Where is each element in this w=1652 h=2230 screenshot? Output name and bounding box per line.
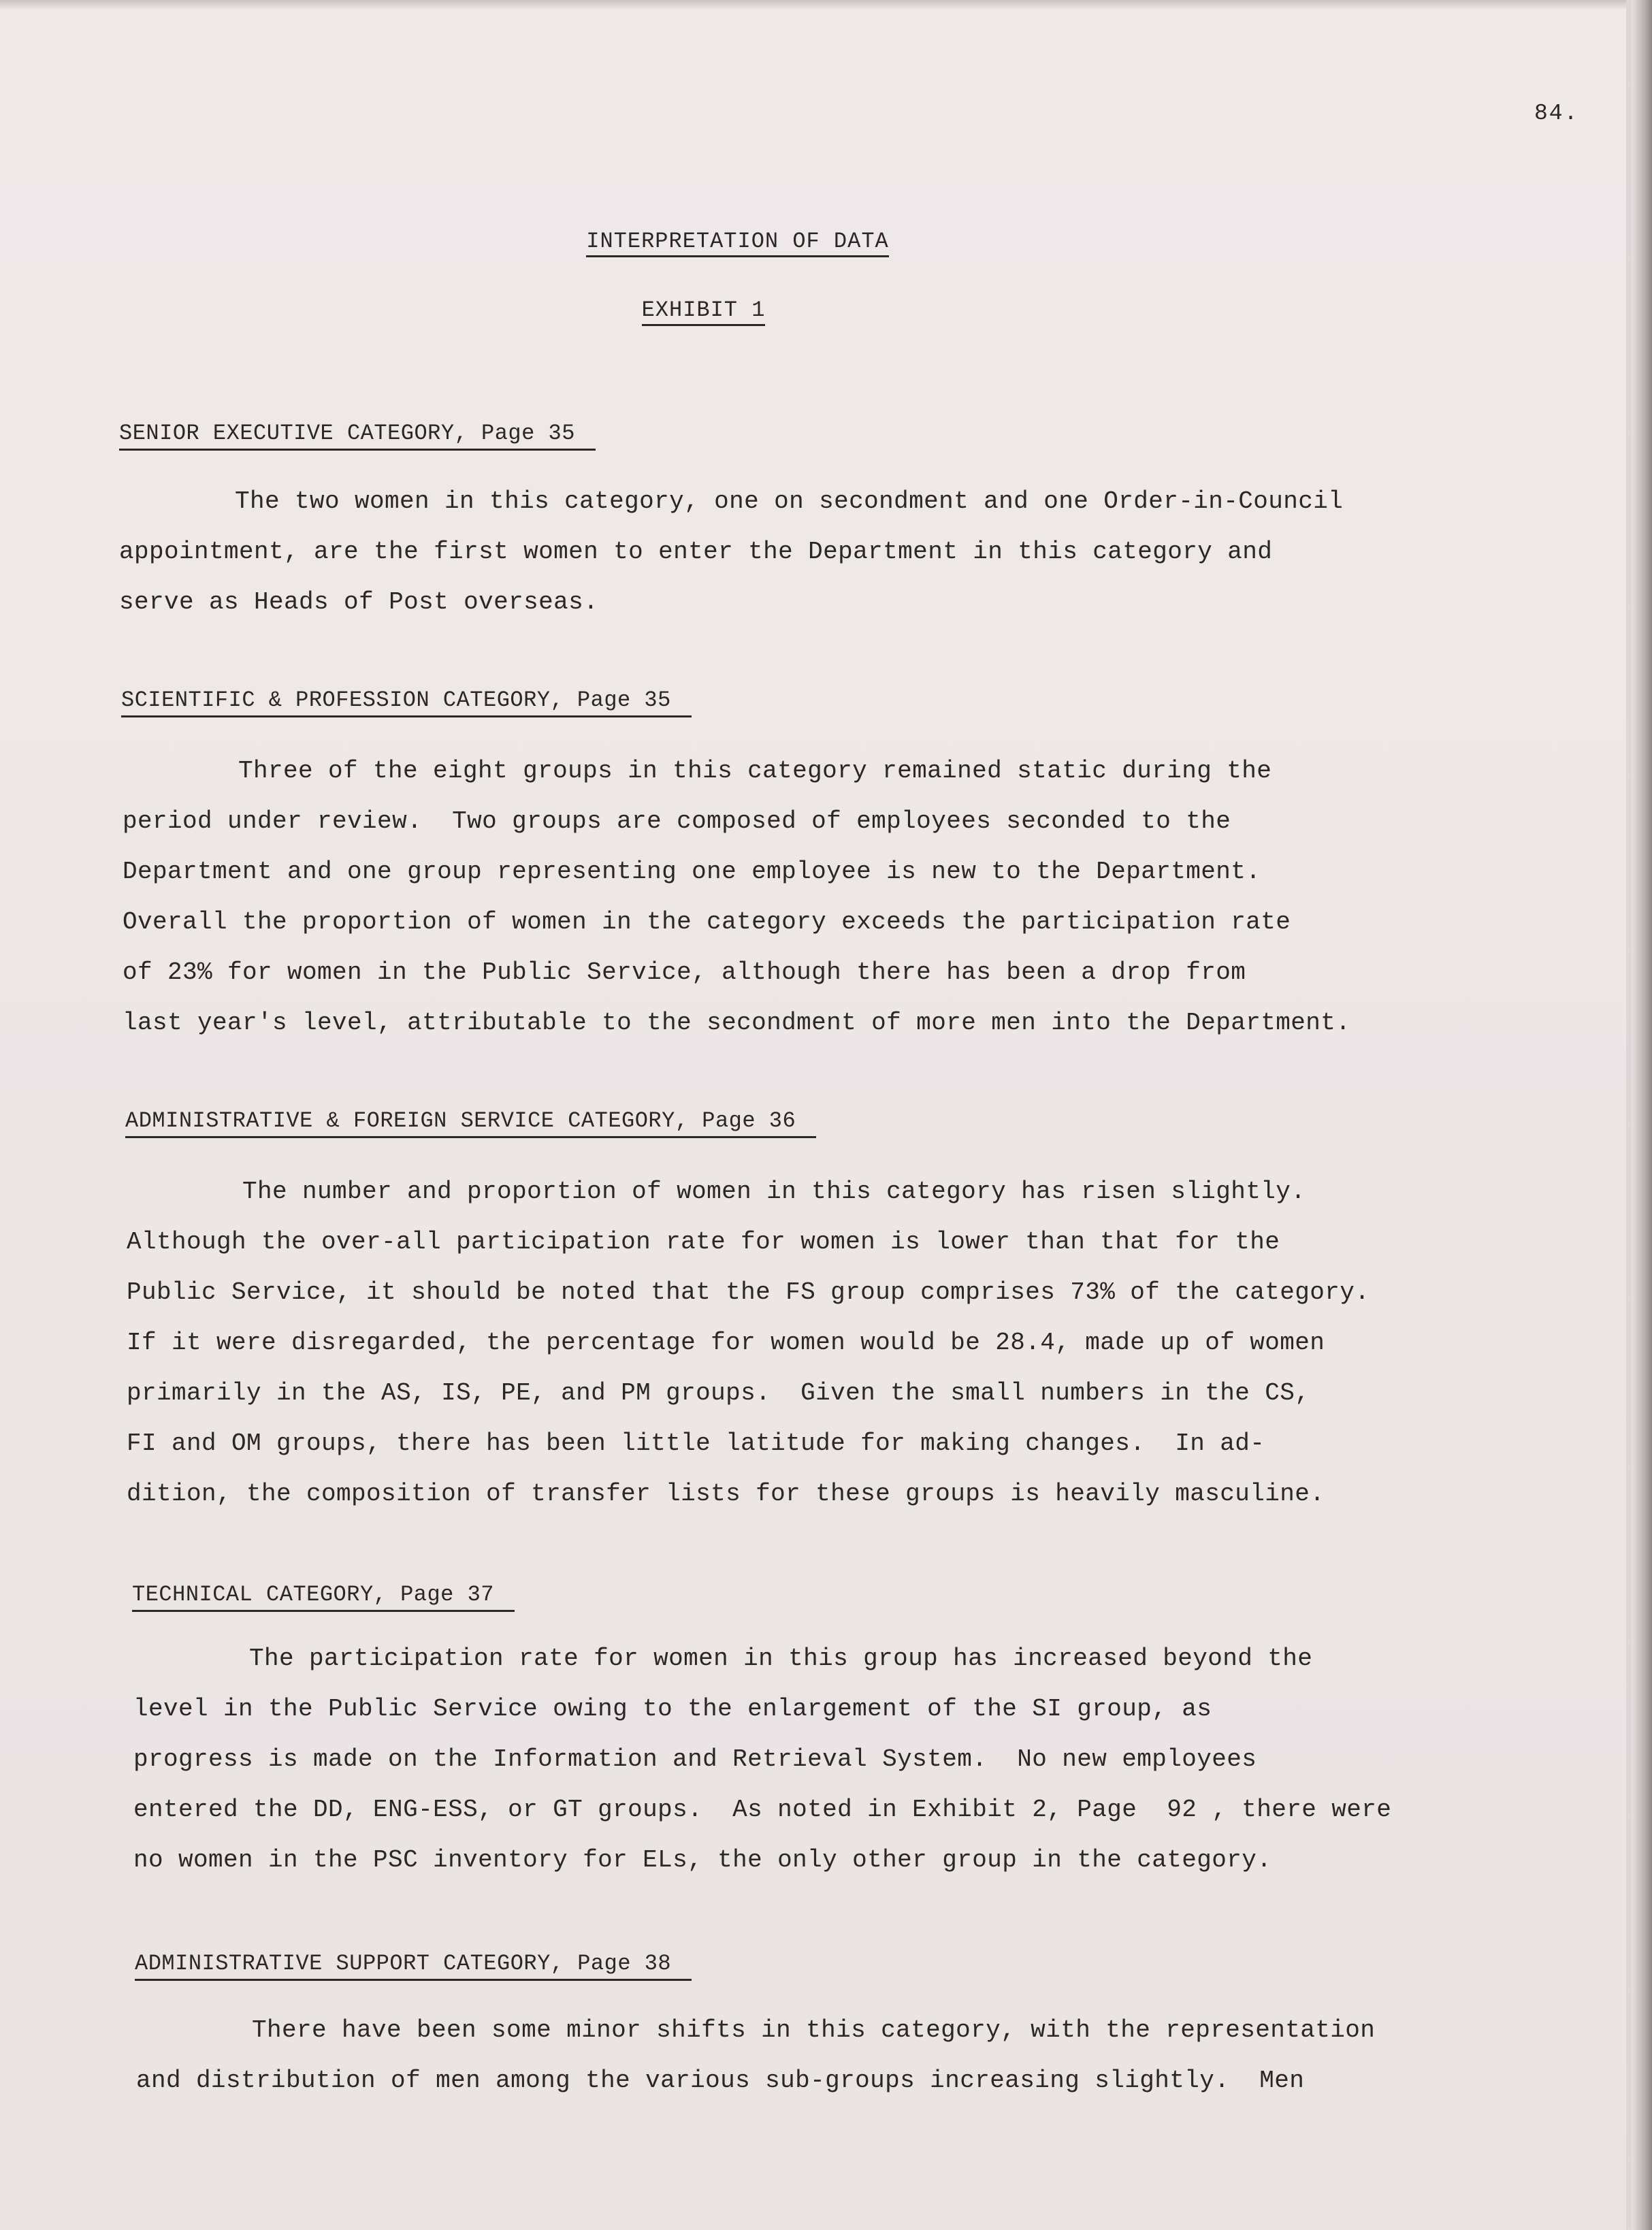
page-title <box>0 229 1564 254</box>
section-heading-administrative-foreign-service: ADMINISTRATIVE & FOREIGN SERVICE CATEGORY, Page 36 <box>125 1108 816 1138</box>
page-subtitle <box>0 297 1529 323</box>
paragraph-line: serve as Heads of Post overseas. <box>119 588 599 616</box>
paragraph-line: Overall the proportion of women in the category exceeds the participation rate <box>123 908 1291 936</box>
paragraph-line: The two women in this category, one on secondment and one Order-in-Council <box>235 487 1344 515</box>
section-body-technical <box>133 1634 1391 1886</box>
paragraph-line: progress is made on the Information and Retrieval System. No new employees <box>133 1745 1257 1773</box>
paragraph-line: Although the over-all participation rate for women is lower than that for the <box>127 1228 1280 1256</box>
page-top-edge <box>0 0 1652 10</box>
section-body-administrative-foreign-service <box>127 1167 1370 1519</box>
paragraph-line: period under review. Two groups are composed of employees seconded to the <box>123 807 1231 835</box>
section-body-scientific-profession <box>123 746 1350 1048</box>
paragraph-line: level in the Public Service owing to the enlargement of the SI group, as <box>133 1695 1212 1723</box>
section-heading-senior-executive: SENIOR EXECUTIVE CATEGORY, Page 35 <box>119 421 596 451</box>
paragraph-line: Department and one group representing one employee is new to the Department. <box>123 858 1261 886</box>
paragraph-line: no women in the PSC inventory for ELs, the only other group in the category. <box>133 1846 1272 1874</box>
paragraph-line: entered the DD, ENG-ESS, or GT groups. As noted in Exhibit 2, Page 92 , there were <box>133 1796 1392 1824</box>
page-title-text: INTERPRETATION OF DATA <box>586 229 888 257</box>
paragraph-line: of 23% for women in the Public Service, although there has been a drop from <box>123 958 1246 986</box>
paragraph-line: There have been some minor shifts in this category, with the representation <box>252 2016 1376 2044</box>
paragraph-line: FI and OM groups, there has been little latitude for making changes. In ad- <box>127 1429 1265 1457</box>
paragraph-line: Three of the eight groups in this category remained static during the <box>238 757 1272 785</box>
paragraph-line: If it were disregarded, the percentage for women would be 28.4, made up of women <box>127 1329 1325 1357</box>
paragraph-line: and distribution of men among the various sub-groups increasing slightly. Men <box>136 2067 1305 2095</box>
page-subtitle-text: EXHIBIT 1 <box>642 297 766 326</box>
paragraph-line: dition, the composition of transfer lists for these groups is heavily masculine. <box>127 1480 1325 1508</box>
page-number: 84. <box>1534 101 1579 126</box>
section-heading-scientific-profession: SCIENTIFIC & PROFESSION CATEGORY, Page 35 <box>121 688 692 717</box>
paragraph-line: Public Service, it should be noted that the FS group comprises 73% of the category. <box>127 1278 1370 1306</box>
page-right-shadow <box>1626 0 1632 2230</box>
paragraph-line: The participation rate for women in this group has increased beyond the <box>249 1645 1313 1672</box>
paragraph-line: The number and proportion of women in this category has risen slightly. <box>242 1178 1306 1206</box>
paragraph-line: primarily in the AS, IS, PE, and PM groups. Given the small numbers in the CS, <box>127 1379 1310 1407</box>
section-heading-technical: TECHNICAL CATEGORY, Page 37 <box>132 1582 515 1612</box>
paragraph-line: appointment, are the first women to enter the Department in this category and <box>119 538 1273 566</box>
page-right-edge <box>1632 0 1652 2230</box>
section-heading-administrative-support: ADMINISTRATIVE SUPPORT CATEGORY, Page 38 <box>135 1951 692 1981</box>
section-body-administrative-support <box>136 2005 1375 2106</box>
paragraph-line: last year's level, attributable to the secondment of more men into the Department. <box>123 1009 1351 1037</box>
section-body-senior-executive <box>119 476 1343 628</box>
